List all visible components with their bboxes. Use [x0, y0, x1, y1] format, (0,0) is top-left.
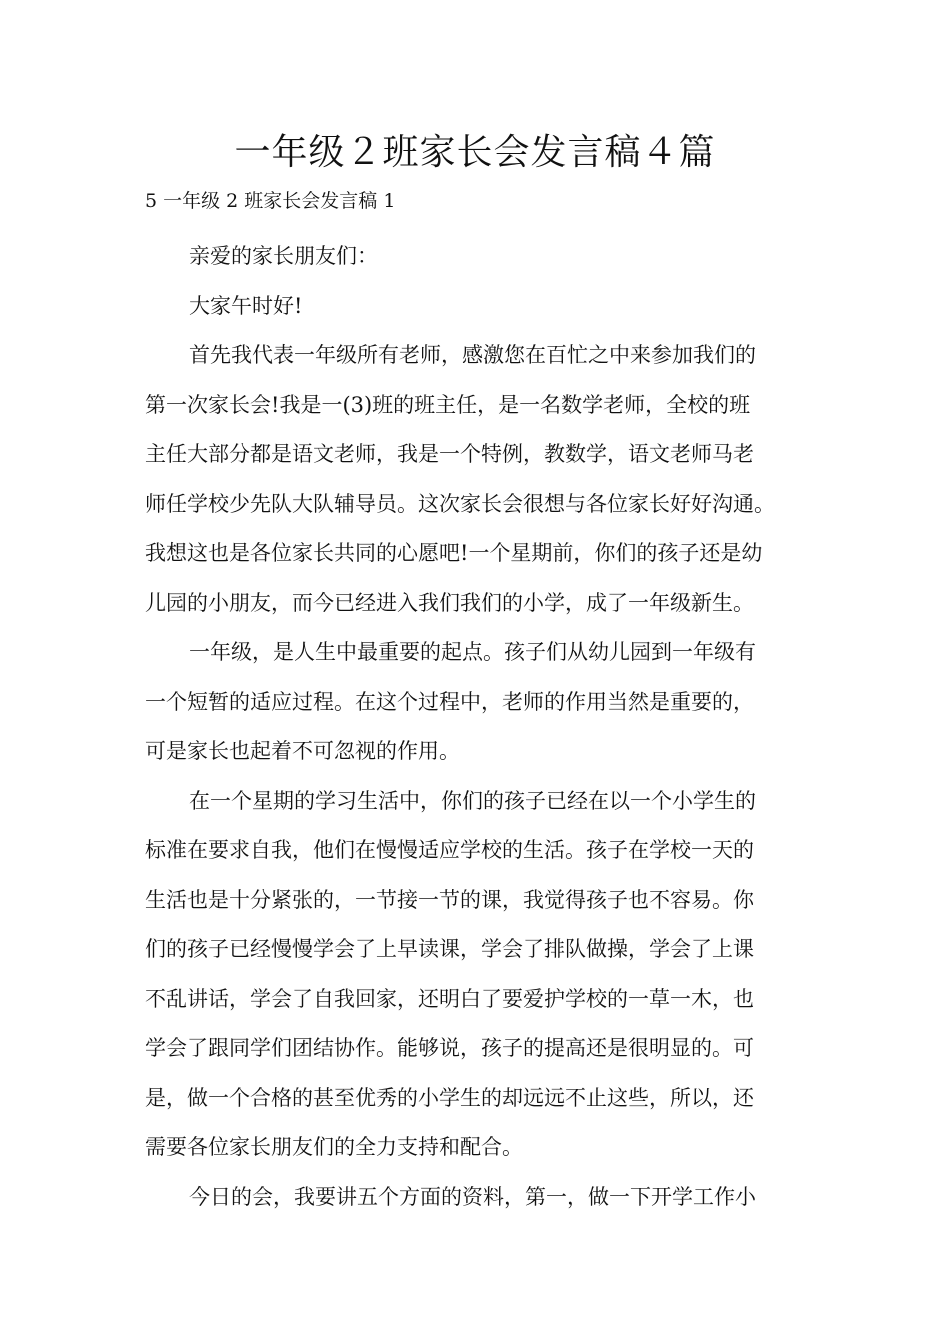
- paragraph: [145, 777, 810, 1173]
- text-line: 首先我代表一年级所有老师，感激您在百忙之中来参加我们的: [189, 343, 756, 367]
- document-title: 一年级２班家长会发言稿４篇: [234, 132, 716, 173]
- paragraph: [145, 1173, 810, 1223]
- text-line: 是，做一个合格的甚至优秀的小学生的却远远不止这些，所以，还: [145, 1085, 754, 1110]
- text-line: 亲爱的家长朋友们：: [189, 244, 378, 268]
- paragraph: [145, 282, 810, 332]
- text-line: 一个短暂的适应过程。在这个过程中，老师的作用当然是重要的，: [145, 689, 754, 714]
- paragraph: [145, 628, 810, 777]
- text-line: 儿园的小朋友，而今已经进入我们我们的小学，成了一年级新生。: [145, 590, 754, 615]
- paragraph: [145, 331, 810, 628]
- text-line: 主任大部分都是语文老师，我是一个特例，教数学，语文老师马老: [145, 442, 754, 466]
- text-line: 不乱讲话，学会了自我回家，还明白了要爱护学校的一草一木，也: [145, 986, 754, 1011]
- text-line: 在一个星期的学习生活中，你们的孩子已经在以一个小学生的: [189, 788, 756, 813]
- text-line: 标准在要求自我，他们在慢慢适应学校的生活。孩子在学校一天的: [145, 838, 754, 862]
- text-line: 我想这也是各位家长共同的心愿吧!一个星期前，你们的孩子还是幼: [145, 541, 763, 565]
- text-line: 第一次家长会!我是一(3)班的班主任，是一名数学老师，全校的班: [145, 392, 751, 417]
- text-line: 今日的会，我要讲五个方面的资料，第一，做一下开学工作小: [189, 1184, 756, 1209]
- text-line: 们的孩子已经慢慢学会了上早读课，学会了排队做操，学会了上课: [145, 937, 754, 961]
- text-line: 一年级，是人生中最重要的起点。孩子们从幼儿园到一年级有: [189, 640, 756, 664]
- text-line: 可是家长也起着不可忽视的作用。: [145, 739, 460, 763]
- text-line: 师任学校少先队大队辅导员。这次家长会很想与各位家长好好沟通。: [145, 491, 775, 516]
- paragraph: [145, 232, 810, 282]
- document-body: [145, 232, 810, 1222]
- text-line: 生活也是十分紧张的，一节接一节的课，我觉得孩子也不容易。你: [145, 887, 754, 912]
- text-line: 大家午时好!: [189, 293, 303, 318]
- document-subtitle: 5 一年级 2 班家长会发言稿 1: [145, 190, 396, 212]
- text-line: 需要各位家长朋友们的全力支持和配合。: [145, 1135, 523, 1159]
- text-line: 学会了跟同学们团结协作。能够说，孩子的提高还是很明显的。可: [145, 1036, 754, 1060]
